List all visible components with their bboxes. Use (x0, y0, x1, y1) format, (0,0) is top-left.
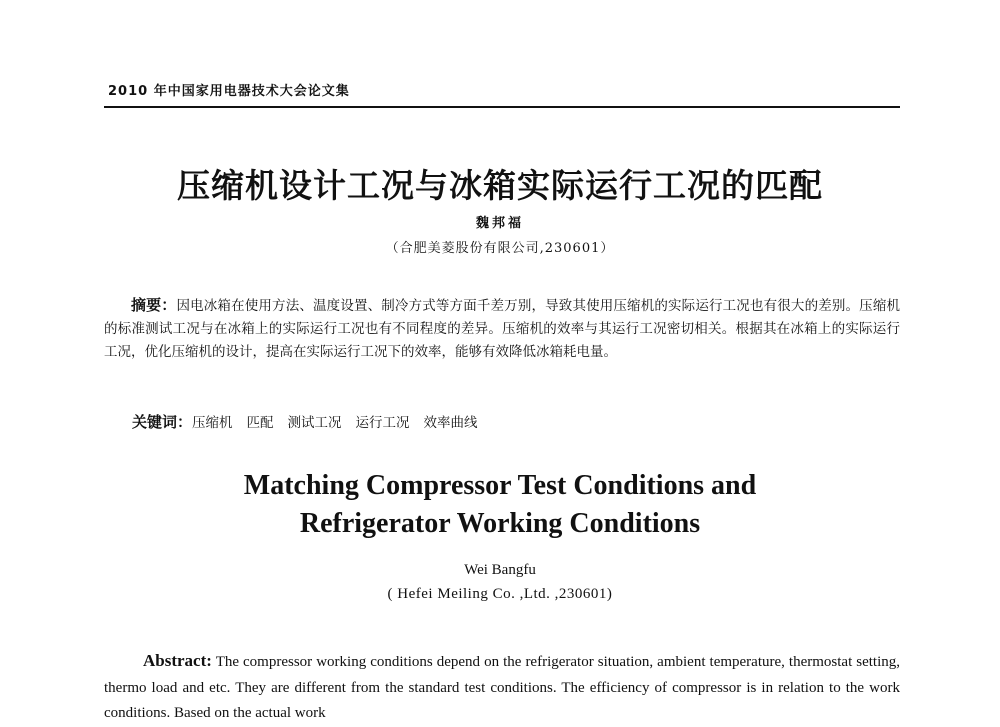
author-en: Wei Bangfu (464, 562, 536, 578)
title-en-line2: Refrigerator Working Conditions (299, 508, 701, 539)
keyword: 匹配 (246, 415, 274, 431)
abstract-text-cn: 因电冰箱在使用方法、温度设置、制冷方式等方面千差万别，导致其使用压缩机的实际运行工况也有很大的差别。压缩机的标准测试工况与在冰箱上的实际运行工况也有不同程度的差异。压缩机的效率与其运行工况密切相关。根据其在冰箱上的实际运行工况，优化压缩机的设计，提高在实际运行工况下的效率，能够有效降低冰箱耗电量。 (104, 298, 900, 360)
keyword: 效率曲线 (423, 415, 478, 431)
header-rule (104, 106, 900, 108)
title-en-line1: Matching Compressor Test Conditions and (243, 470, 757, 501)
abstract-en (104, 648, 900, 727)
affiliation-en: ( Hefei Meiling Co. ,Ltd. ,230601) (387, 586, 613, 602)
paper-title-cn: 压缩机设计工况与冰箱实际运行工况的匹配 (177, 166, 823, 205)
abstract-text-en: The compressor working conditions depend on the refrigerator situation, ambient temperature, thermostat setting, thermo load and etc. They are different from the standard test conditions. The efficiency of compressor is in relation to the work conditions. Based on the actual work (104, 654, 901, 721)
keywords-label-cn: 关键词： (132, 413, 193, 431)
keyword: 压缩机 (192, 415, 233, 431)
keyword: 测试工况 (287, 415, 342, 431)
abstract-label-cn: 摘要： (131, 296, 177, 314)
abstract-cn (104, 294, 900, 364)
affiliation-cn: （合肥美菱股份有限公司,230601） (385, 241, 615, 256)
paper-title-en (0, 467, 1000, 543)
author-cn: 魏邦福 (475, 216, 524, 231)
running-head: 2010 年中国家用电器技术大会论文集 (108, 84, 350, 99)
keywords-cn (132, 411, 492, 432)
keyword: 运行工况 (355, 415, 410, 431)
abstract-label-en: Abstract: (143, 651, 212, 670)
